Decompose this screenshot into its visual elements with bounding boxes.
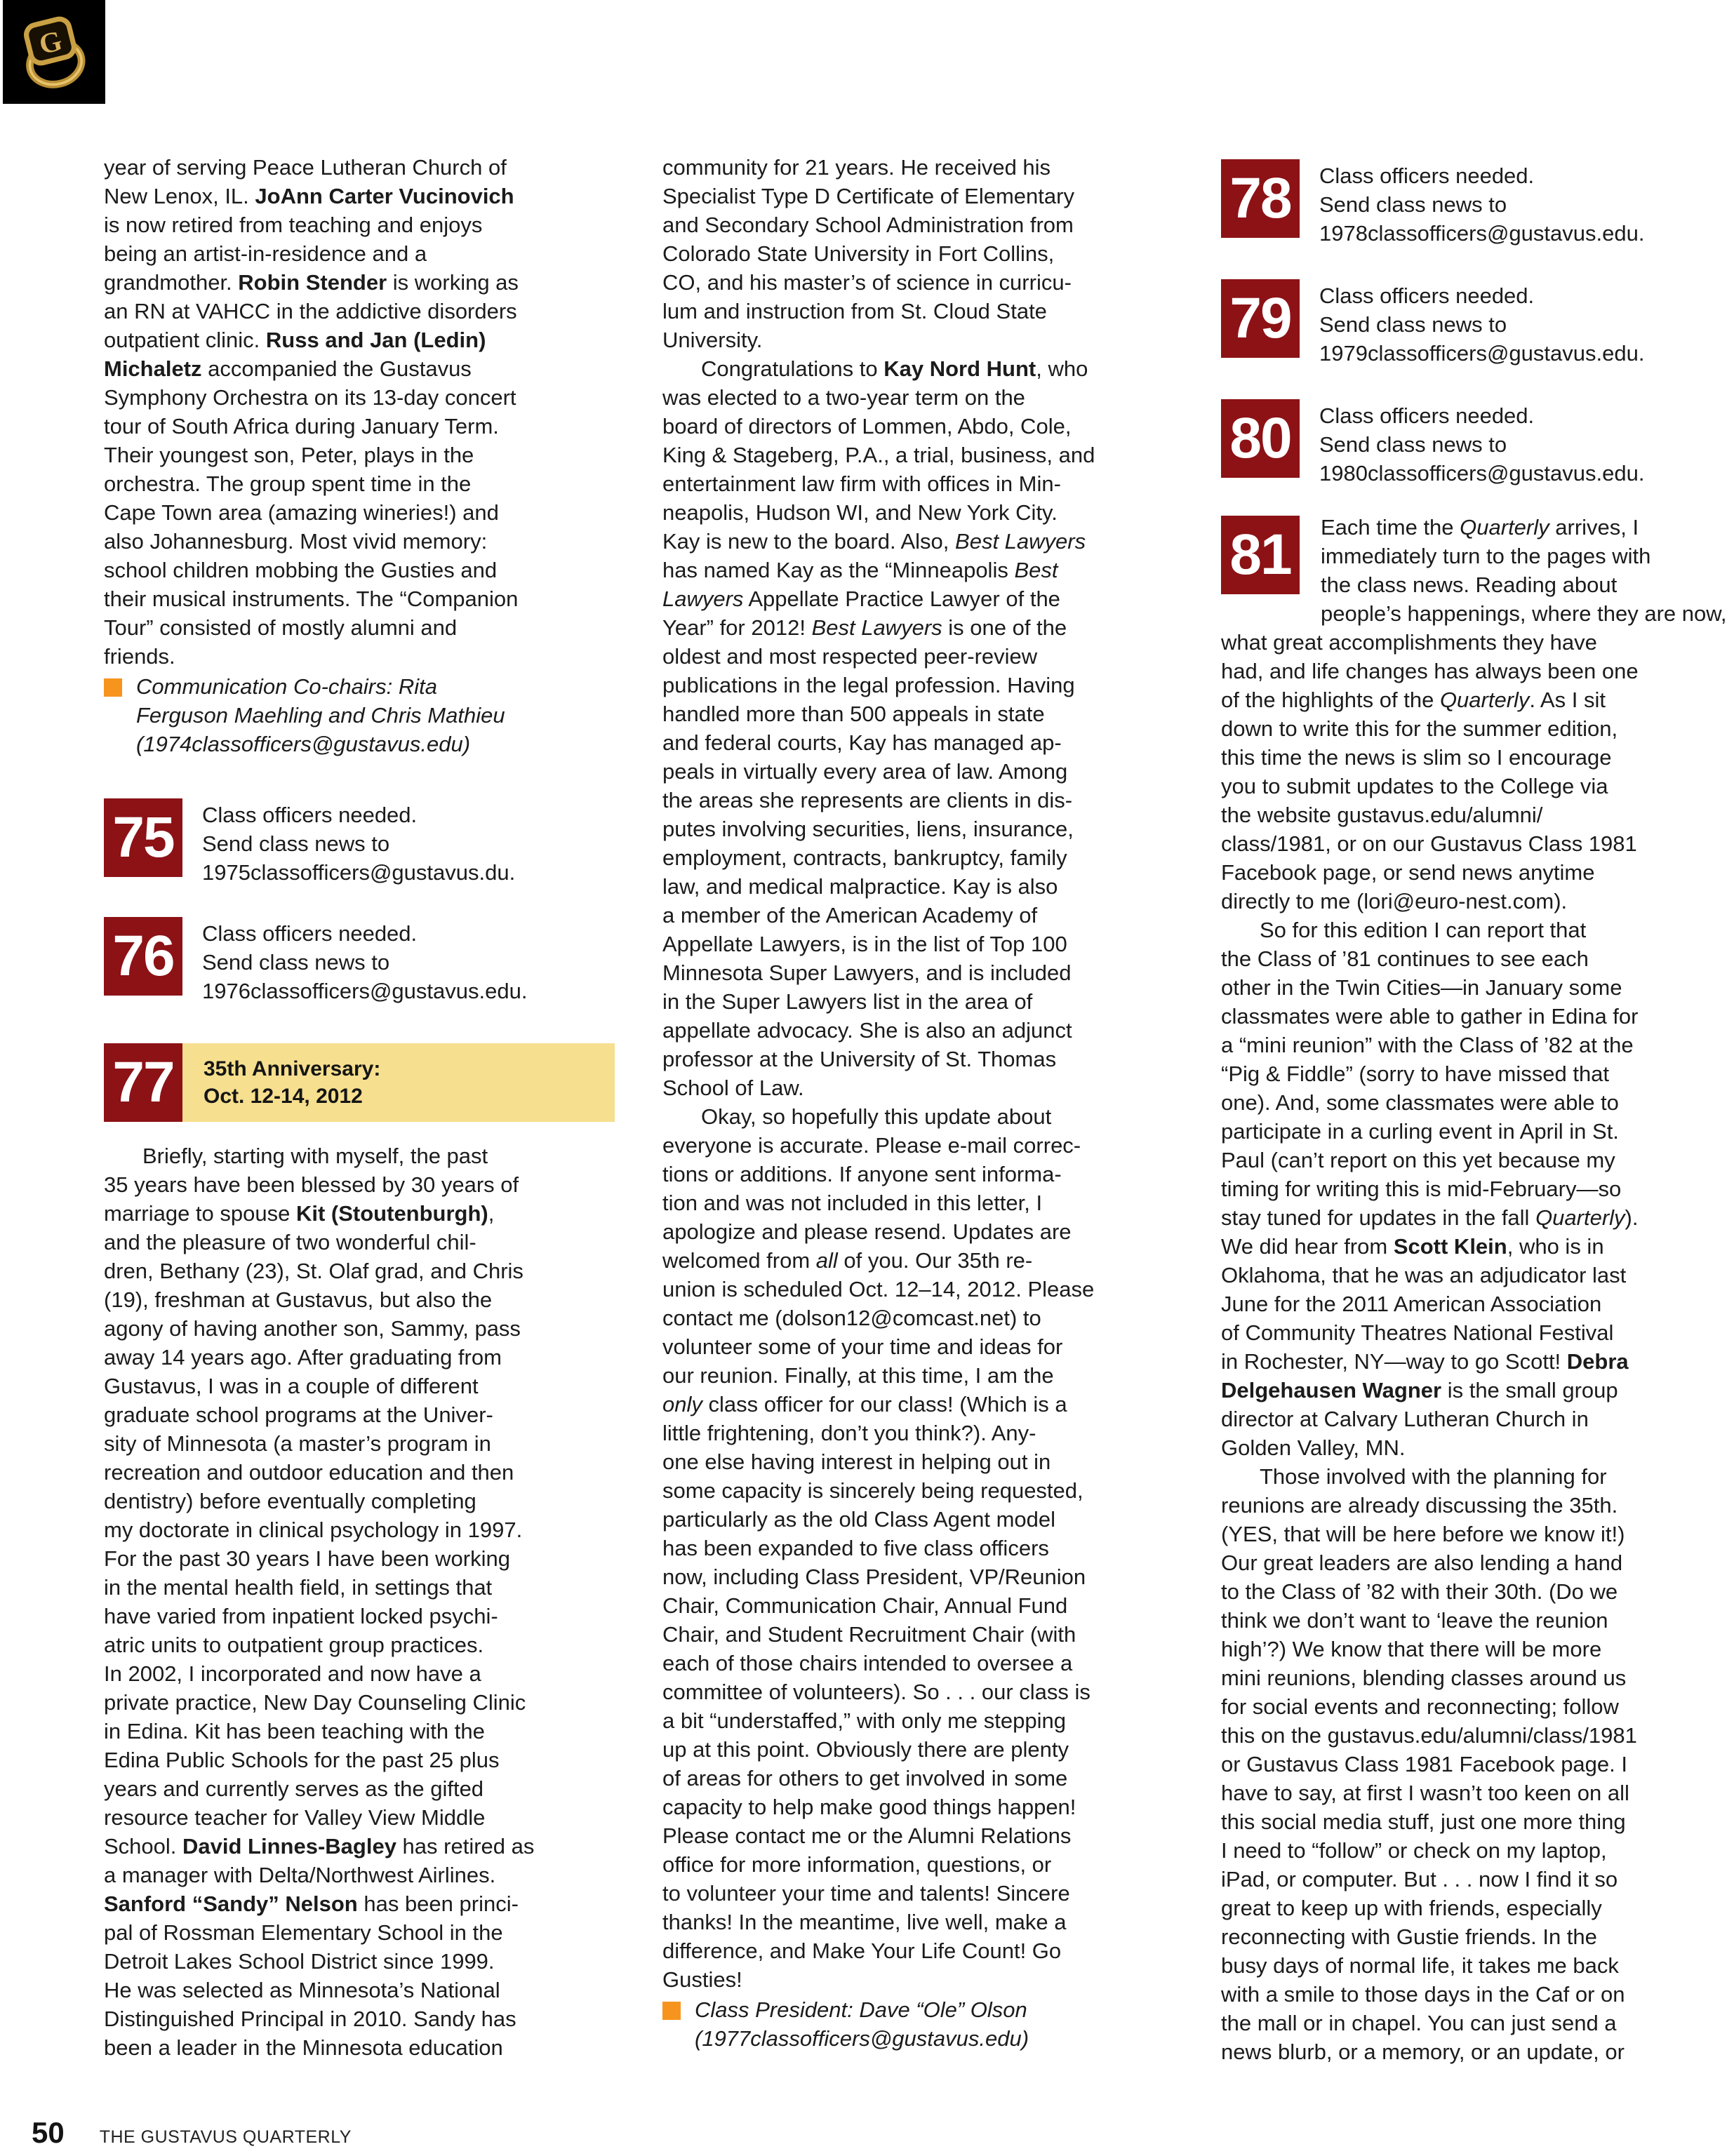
- class-77-section: [104, 1043, 615, 1122]
- column2-paragraph-1: community for 21 years. He received his Specialist Type D Certificate of Elementary and Secondary School Administration from Colorado State University in Fort Collins, CO, and his master’s of science in curricu- lum and instruction from St. Cloud State University.: [662, 155, 1074, 352]
- class-1977-notes-paragraph: Briefly, starting with myself, the past 35 years have been blessed by 30 years of marriage to spouse Kit (Stoutenburgh), and the pleasure of two wonderful chil- dren, Bethany (23), St. Olaf grad, and Chris (19), freshman at Gustavus, but also the agony of having another son, Sammy, pass away 14 years ago. After graduating from Gustavus, I was in a couple of different graduate school programs at the Univer- sity of Minnesota (a master’s program in recreation and outdoor education and then dentistry) before eventually completing my doctorate in clinical psychology in 1997. For the past 30 years I have been working in the mental health field, in settings that have varied from inpatient locked psychi- atric units to outpatient group practices. In 2002, I incorporated and now have a private practice, New Day Counseling Clinic in Edina. Kit has been teaching with the Edina Public Schools for the past 25 plus years and currently serves as the gifted resource teacher for Valley View Middle School. David Linnes-Bagley has retired as a manager with Delta/Northwest Airlines. Sanford “Sandy” Nelson has been princi- pal of Rossman Elementary School in the Detroit Lakes School District since 1999. He was selected as Minnesota’s National Distinguished Principal in 2010. Sandy has been a leader in the Minnesota education: [104, 1144, 535, 2060]
- class-81-paragraph-2: So for this edition I can report that the Class of ’81 continues to see each other in the Twin Cities—in January some classmates were able to gather in Edina for a “mini reunion” with the Class of ’82 at the “Pig & Fiddle” (sorry to have missed that one). And, some classmates were able to participate in a curling event in April in St. Paul (can’t report on this yet because my timing for writing this is mid-February—so stay tuned for updates in the fall Quarterly). We did hear from Scott Klein, who is in Oklahoma, that he was an adjudicator last June for the 2011 American Association of Community Theatres National Festival in Rochester, NY—way to go Scott! Debra Delgehausen Wagner is the small group director at Calvary Lutheran Church in Golden Valley, MN.: [1221, 918, 1639, 1460]
- class-79-text: Class officers needed. Send class news to 1979classofficers@gustavus.edu.: [1319, 283, 1645, 366]
- class-year-badge-78: 78: [1221, 159, 1300, 238]
- orange-bullet-icon: [662, 2002, 681, 2020]
- column-2: [662, 153, 1173, 2053]
- page-number: 50: [32, 2116, 65, 2149]
- class-81-paragraph-3: Those involved with the planning for reunions are already discussing the 35th. (YES, that will be here before we know it!) Our great leaders are also lending a hand to the Class of ’82 with their 30th. (Do we think we don’t want to ‘leave the reunion high’?) We know that there will be more mini reunions, blending classes around us for social events and reconnecting; follow this on the gustavus.edu/alumni/class/1981 or Gustavus Class 1981 Facebook page. I have to say, at first I wasn’t too keen on all this social media stuff, just one more thing I need to “follow” or check on my laptop, iPad, or computer. But . . . now I find it so great to keep up with friends, especially reconnecting with Gustie friends. In the busy days of normal life, it takes me back with a smile to those days in the Caf or on the mall or in chapel. You can just send a news blurb, or a memory, or an update, or: [1221, 1464, 1637, 2064]
- class-year-badge-80: 80: [1221, 399, 1300, 478]
- column-3: [1221, 153, 1729, 2066]
- class-ring-icon: [12, 8, 96, 96]
- orange-bullet-icon: [104, 678, 122, 697]
- class-75-text: Class officers needed. Send class news to 1975classofficers@gustavus.du.: [202, 803, 516, 885]
- page-footer: [32, 2116, 352, 2150]
- class-1974-officer-note: [104, 672, 615, 758]
- class-81-notes-paragraph: Each time the Quarterly arrives, I immediately turn to the pages with the class news. Reading about people’s happenings, where they are now, what great accomplishments they have had, and life changes has always been one of the highlights of the Quarterly. As I sit down to write this for the summer edition, this time the news is slim so I encourage you to submit updates to the College via the website gustavus.edu/alumni/ class/1981, or on our Gustavus Class 1981 Facebook page, or send news anytime directly to me (lori@euro-nest.com).: [1221, 515, 1727, 913]
- class-76-section: [104, 917, 615, 1005]
- class-78-text: Class officers needed. Send class news to 1978classofficers@gustavus.edu.: [1319, 163, 1645, 246]
- class-year-badge-77: 77: [104, 1043, 182, 1122]
- anniversary-highlight-box: [182, 1043, 615, 1122]
- class-1977-officer-text: Class President: Dave “Ole” Olson (1977classofficers@gustavus.edu): [695, 1997, 1029, 2051]
- gustavus-ring-logo: [3, 0, 105, 104]
- class-1974-notes-paragraph: year of serving Peace Lutheran Church of New Lenox, IL. JoAnn Carter Vucinovich is now retired from teaching and enjoys being an artist-in-residence and a grandmother. Robin Stender is working as an RN at VAHCC in the addictive disorders outpatient clinic. Russ and Jan (Ledin) Michaletz accompanied the Gustavus Symphony Orchestra on its 13-day concert tour of South Africa during January Term. Their youngest son, Peter, plays in the orchestra. The group spent time in the Cape Town area (amazing wineries!) and also Johannesburg. Most vivid memory: school children mobbing the Gusties and their musical instruments. The “Companion Tour” consisted of mostly alumni and friends.: [104, 155, 519, 669]
- class-76-text: Class officers needed. Send class news to 1976classofficers@gustavus.edu.: [202, 921, 528, 1003]
- column2-paragraph-3: Okay, so hopefully this update about everyone is accurate. Please e-mail correc- tions or additions. If anyone sent informa- tion and was not included in this letter, I apologize and please resend. Updates are welcomed from all of you. Our 35th re- union is scheduled Oct. 12–14, 2012. Please contact me (dolson12@comcast.net) to volunteer some of your time and ideas for our reunion. Finally, at this time, I am the only class officer for our class! (Which is a little frightening, don’t you think?). Any- one else having interest in helping out in some capacity is sincerely being requested, particularly as the old Class Agent model has been expanded to five class officers now, including Class President, VP/Reunion Chair, Communication Chair, Annual Fund Chair, and Student Recruitment Chair (with each of those chairs intended to oversee a committee of volunteers). So . . . our class is a bit “understaffed,” with only me stepping up at this point. Obviously there are plenty of areas for others to get involved in some capacity to help make good things happen! Please contact me or the Alumni Relations office for more information, questions, or to volunteer your time and talents! Sincere thanks! In the meantime, live well, make a difference, and Make Your Life Count! Go Gusties!: [662, 1104, 1095, 1992]
- class-1974-officer-text: Communication Co-chairs: Rita Ferguson Maehling and Chris Mathieu (1974classofficers@gustavus.edu): [136, 674, 505, 756]
- column-1: [104, 153, 615, 2062]
- class-1977-officer-note: [662, 1995, 1173, 2053]
- class-81-section: [1221, 513, 1729, 916]
- svg-text:G: G: [36, 24, 65, 61]
- anniversary-text: 35th Anniversary: Oct. 12-14, 2012: [204, 1057, 381, 1108]
- publication-name: THE GUSTAVUS QUARTERLY: [99, 2127, 352, 2147]
- class-year-badge-79: 79: [1221, 279, 1300, 358]
- column2-paragraph-2: Congratulations to Kay Nord Hunt, who was elected to a two-year term on the board of directors of Lommen, Abdo, Cole, King & Stageberg, P.A., a trial, business, and entertainment law firm with offices in Min- neapolis, Hudson WI, and New York City. Kay is new to the board. Also, Best Lawyers has named Kay as the “Minneapolis Best Lawyers Appellate Practice Lawyer of the Year” for 2012! Best Lawyers is one of the oldest and most respected peer-review publications in the legal profession. Having handled more than 500 appeals in state and federal courts, Kay has managed ap- peals in virtually every area of law. Among the areas she represents are clients in dis- putes involving securities, liens, insurance, employment, contracts, bankruptcy, family law, and medical malpractice. Kay is also a member of the American Academy of Appellate Lawyers, is in the list of Top 100 Minnesota Super Lawyers, and is included in the Super Lawyers list in the area of appellate advocacy. She is also an adjunct professor at the University of St. Thomas School of Law.: [662, 356, 1095, 1100]
- class-75-section: [104, 798, 615, 887]
- class-year-badge-81: 81: [1221, 516, 1300, 594]
- class-year-badge-75: 75: [104, 798, 182, 877]
- class-80-text: Class officers needed. Send class news to 1980classofficers@gustavus.edu.: [1319, 403, 1645, 486]
- class-80-section: [1221, 399, 1729, 488]
- class-78-section: [1221, 159, 1729, 248]
- class-79-section: [1221, 279, 1729, 368]
- class-year-badge-76: 76: [104, 917, 182, 996]
